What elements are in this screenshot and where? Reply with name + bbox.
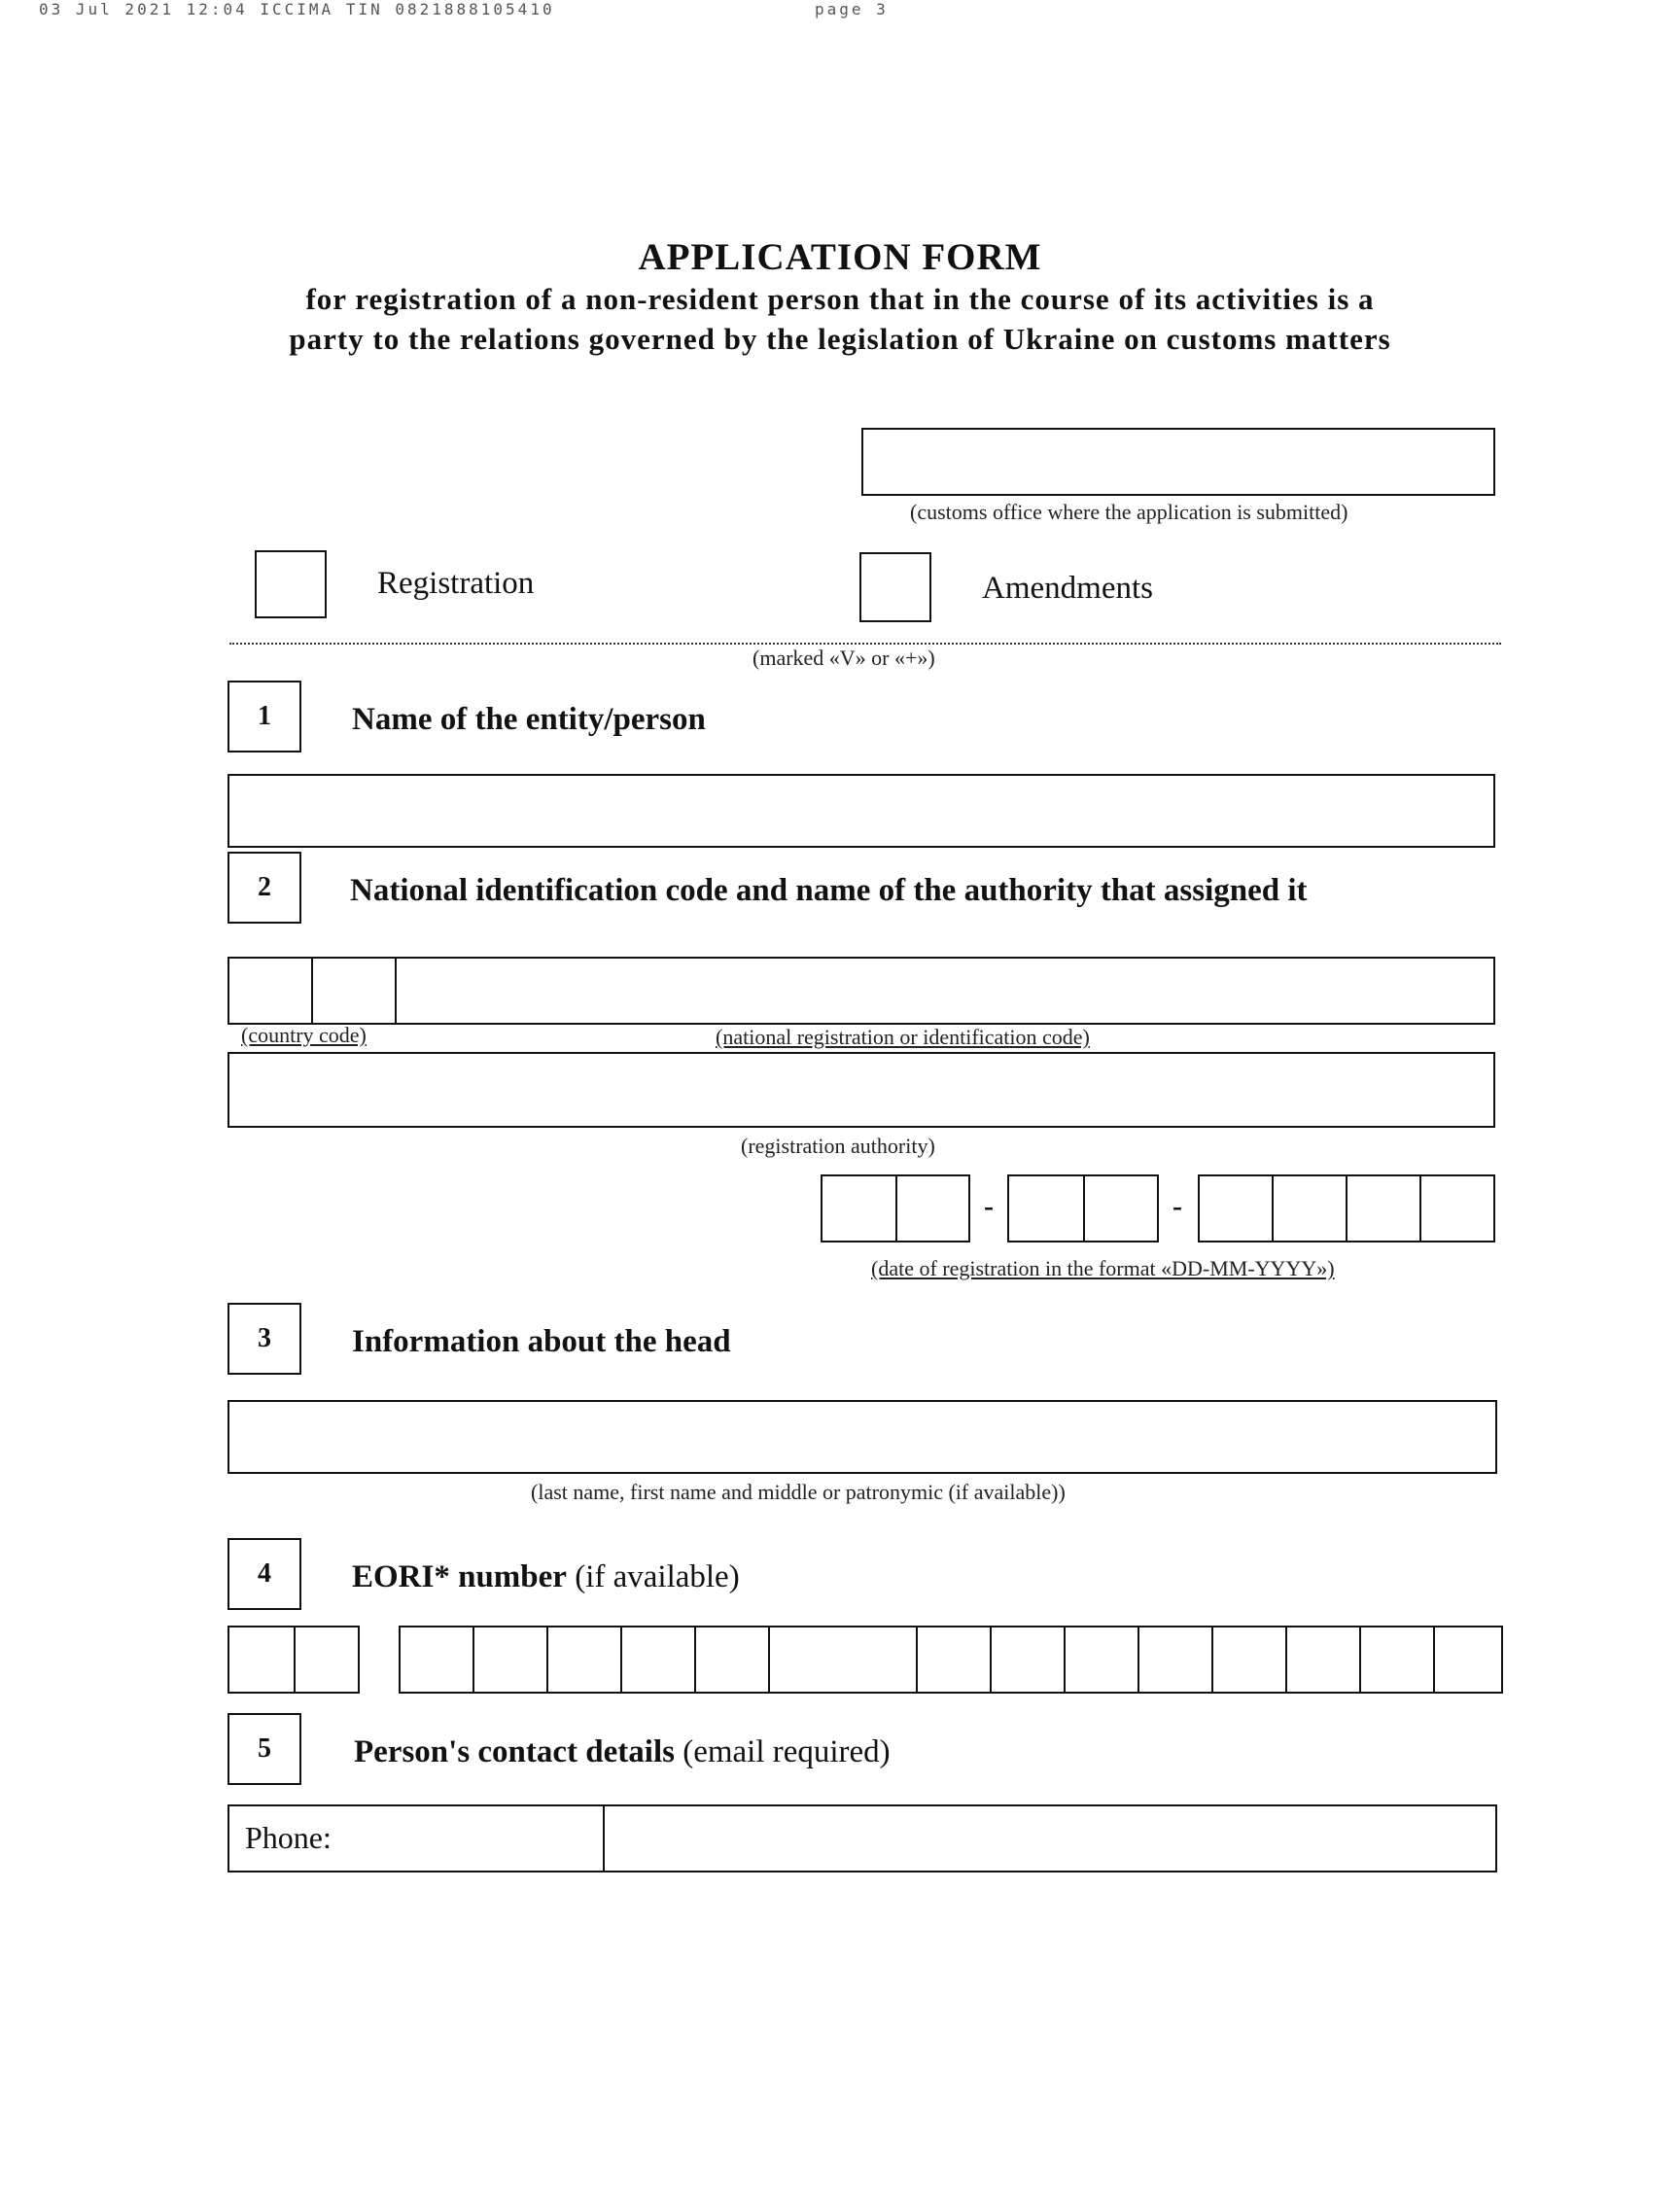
- section-4-number: 4: [228, 1538, 301, 1610]
- mark-instruction-caption: (marked «V» or «+»): [752, 646, 935, 670]
- date-year-boxes[interactable]: [1198, 1174, 1495, 1242]
- national-code-caption: (national registration or identification code): [716, 1025, 1090, 1049]
- head-name-caption: (last name, first name and middle or patronymic (if available)): [531, 1480, 1066, 1504]
- section-5-number: 5: [228, 1713, 301, 1785]
- registration-authority-caption: (registration authority): [741, 1134, 935, 1158]
- eori-country-boxes[interactable]: [228, 1626, 360, 1694]
- national-code-field[interactable]: [395, 959, 397, 1023]
- fax-header-left: 03 Jul 2021 12:04 ICCIMA TIN 0821888105410: [39, 0, 555, 18]
- dotted-divider: [229, 643, 1501, 645]
- section-4-title-note: (if available): [566, 1559, 740, 1594]
- section-5-title-bold: Person's contact details: [354, 1734, 675, 1769]
- date-caption: (date of registration in the format «DD-MM-YYYY»): [871, 1256, 1335, 1280]
- registration-authority-field[interactable]: [228, 1052, 1495, 1128]
- form-subtitle-line1: for registration of a non-resident person that in the course of its activities is a: [305, 282, 1375, 316]
- form-title: APPLICATION FORM: [638, 236, 1042, 278]
- section-1-number: 1: [228, 681, 301, 752]
- date-separator-2: -: [1172, 1190, 1182, 1222]
- section-2-number: 2: [228, 852, 301, 924]
- form-subtitle-line2: party to the relations governed by the legislation of Ukraine on customs matters: [289, 322, 1391, 356]
- section-4-title: [352, 1559, 740, 1595]
- section-5-title: [354, 1734, 891, 1770]
- phone-field[interactable]: [603, 1806, 1495, 1871]
- head-name-field[interactable]: [228, 1400, 1497, 1474]
- customs-office-caption: (customs office where the application is submitted): [910, 500, 1348, 524]
- registration-label: Registration: [377, 566, 535, 601]
- amendments-checkbox[interactable]: [859, 552, 931, 622]
- section-4-title-bold: EORI* number: [352, 1559, 567, 1594]
- eori-number-boxes[interactable]: [399, 1626, 1503, 1694]
- section-5-title-note: (email required): [674, 1734, 891, 1769]
- country-code-caption: (country code): [241, 1023, 367, 1047]
- section-3-title: Information about the head: [352, 1324, 731, 1359]
- country-code-cell-2[interactable]: [311, 959, 313, 1023]
- date-separator-1: -: [984, 1190, 994, 1222]
- date-day-boxes[interactable]: [821, 1174, 970, 1242]
- phone-label: Phone:: [245, 1820, 332, 1855]
- section-3-number: 3: [228, 1303, 301, 1375]
- entity-name-field[interactable]: [228, 774, 1495, 848]
- national-code-row: [228, 957, 1495, 1025]
- section-1-title: Name of the entity/person: [352, 702, 706, 737]
- customs-office-field[interactable]: [861, 428, 1495, 496]
- registration-checkbox[interactable]: [255, 550, 327, 618]
- phone-row: [228, 1804, 1497, 1872]
- date-month-boxes[interactable]: [1007, 1174, 1159, 1242]
- fax-header-page: page 3: [815, 0, 889, 18]
- amendments-label: Amendments: [982, 571, 1153, 606]
- section-2-title: National identification code and name of the authority that assigned it: [350, 873, 1308, 908]
